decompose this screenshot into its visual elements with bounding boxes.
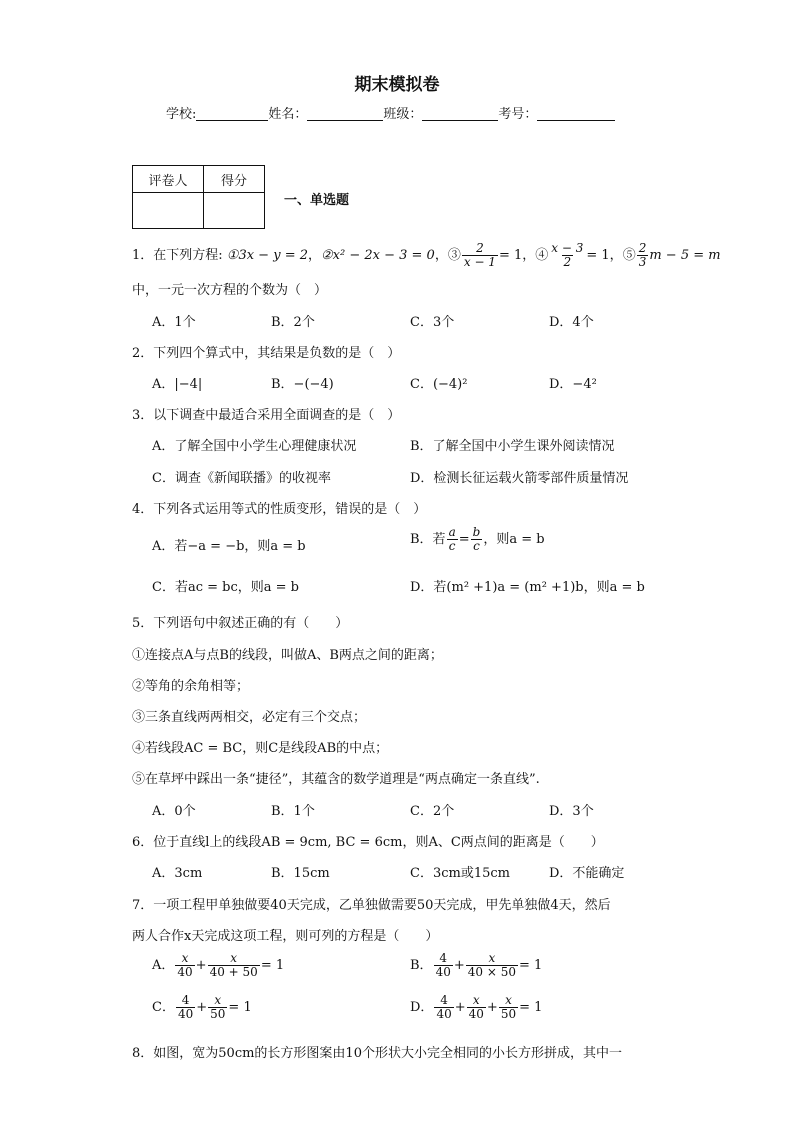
q4-stem: 4．下列各式运用等式的性质变形，错误的是（ ） bbox=[132, 502, 427, 517]
q7-d-plus2: + bbox=[486, 1000, 498, 1015]
q7-stem-line1: 7．一项工程甲单独做要40天完成，乙单独做需要50天完成，甲先单独做4天，然后 bbox=[132, 898, 611, 913]
q5-item-1: ①连接点A与点B的线段，叫做A、B两点之间的距离； bbox=[132, 648, 443, 663]
q1-eq4-rhs: = 1 bbox=[586, 248, 610, 263]
q1-eq2: ②x² − 2x − 3 = 0 bbox=[321, 248, 435, 263]
q7-option-a[interactable] bbox=[152, 952, 284, 979]
q1-eq3-rhs: = 1 bbox=[498, 248, 523, 263]
student-info-line bbox=[166, 103, 615, 122]
q4-b-suffix: ，则a = b bbox=[483, 532, 545, 547]
q7-c-plus: + bbox=[196, 1000, 208, 1015]
q4-b-frac1: $\frac{a}{c}$ bbox=[448, 525, 456, 553]
section-title: 一、单选题 bbox=[284, 193, 350, 208]
q5-item-5: ⑤在草坪中踩出一条“捷径”，其蕴含的数学道理是“两点确定一条直线”. bbox=[132, 772, 540, 787]
q7-d-frac1: $\frac{4}{40}$ bbox=[436, 993, 452, 1021]
q7-c-rhs: = 1 bbox=[228, 1000, 252, 1015]
q7-a-rhs: = 1 bbox=[260, 958, 285, 973]
q7-a-label: A． bbox=[152, 958, 175, 973]
q7-d-rhs: = 1 bbox=[519, 1000, 543, 1015]
q6-option-b[interactable]: B．15cm bbox=[271, 866, 330, 881]
q7-a-frac2: $\frac{x}{40 + 50}$ bbox=[209, 951, 258, 979]
q7-d-label: D． bbox=[410, 1000, 434, 1015]
q5-item-2: ②等角的余角相等； bbox=[132, 679, 250, 694]
q5-stem: 5．下列语句中叙述正确的有（ ） bbox=[132, 616, 349, 631]
q7-option-d[interactable] bbox=[410, 994, 542, 1021]
q3-option-d[interactable]: D．检测长征运载火箭零部件质量情况 bbox=[410, 471, 629, 486]
q7-d-frac3: $\frac{x}{50}$ bbox=[500, 993, 517, 1021]
q1-eq5-label: ⑤ bbox=[622, 248, 636, 263]
q4-b-prefix: B．若 bbox=[410, 532, 446, 547]
q3-option-a[interactable]: A．了解全国中小学生心理健康状况 bbox=[152, 439, 357, 454]
q4-b-eq: = bbox=[458, 532, 470, 547]
q7-c-frac2: $\frac{x}{50}$ bbox=[210, 993, 226, 1021]
q1-eq4-label: ④ bbox=[535, 248, 549, 263]
q6-stem: 6．位于直线l上的线段AB = 9cm, BC = 6cm，则A、C两点间的距离是（ ） bbox=[132, 835, 604, 850]
q7-b-plus: + bbox=[453, 958, 465, 973]
q4-b-frac2: $\frac{b}{c}$ bbox=[472, 525, 481, 553]
q5-option-d[interactable]: D．3个 bbox=[549, 804, 594, 819]
q7-b-label: B． bbox=[410, 958, 433, 973]
q4-option-d[interactable]: D．若(m² +1)a = (m² +1)b，则a = b bbox=[410, 580, 645, 595]
q7-c-label: C． bbox=[152, 1000, 175, 1015]
q1-eq4-frac: $\frac{x - 3}{2}$ bbox=[551, 241, 584, 269]
q8-stem: 8．如图，宽为50cm的长方形图案由10个形状大小完全相同的小长方形拼成，其中一 bbox=[132, 1046, 622, 1061]
q7-a-frac1: $\frac{x}{40}$ bbox=[177, 951, 193, 979]
school-field[interactable] bbox=[196, 106, 268, 121]
q7-d-frac2: $\frac{x}{40}$ bbox=[468, 993, 484, 1021]
exam-no-field[interactable] bbox=[537, 106, 615, 121]
q3-stem: 3．以下调查中最适合采用全面调查的是（ ） bbox=[132, 408, 401, 423]
score-cell[interactable] bbox=[204, 193, 265, 229]
q2-option-b[interactable]: B．−(−4) bbox=[271, 377, 334, 392]
q5-option-b[interactable]: B．1个 bbox=[271, 804, 315, 819]
q2-option-c[interactable]: C．(−4)² bbox=[410, 377, 468, 392]
q7-d-plus1: + bbox=[454, 1000, 466, 1015]
q1-eq5-rhs: m − 5 = m bbox=[649, 248, 721, 263]
q6-option-a[interactable]: A．3cm bbox=[152, 866, 203, 881]
name-label: 姓名： bbox=[268, 107, 308, 122]
q4-option-c[interactable]: C．若ac = bc，则a = b bbox=[152, 580, 299, 595]
q1-option-a[interactable]: A．1个 bbox=[152, 315, 196, 330]
q1-option-d[interactable]: D．4个 bbox=[549, 315, 594, 330]
q6-option-d[interactable]: D．不能确定 bbox=[549, 866, 625, 881]
q7-b-rhs: = 1 bbox=[518, 958, 543, 973]
class-label: 班级： bbox=[383, 107, 423, 122]
q5-item-4: ④若线段AC = BC，则C是线段AB的中点； bbox=[132, 741, 389, 756]
q7-option-c[interactable] bbox=[152, 994, 252, 1021]
q1-option-c[interactable]: C．3个 bbox=[410, 315, 455, 330]
grader-header: 评卷人 bbox=[133, 166, 204, 193]
q2-option-a[interactable]: A．|−4| bbox=[152, 377, 203, 392]
name-field[interactable] bbox=[307, 106, 383, 121]
q2-stem: 2．下列四个算式中，其结果是负数的是（ ） bbox=[132, 346, 401, 361]
q1-eq1: ①3x − y = 2 bbox=[226, 248, 308, 263]
q1-eq5-frac: $\frac{2}{3}$ bbox=[638, 241, 647, 269]
grader-cell[interactable] bbox=[133, 193, 204, 229]
exam-no-label: 考号： bbox=[498, 107, 538, 122]
q1-stem: 1．在下列方程: ①3x − y = 2，②x² − 2x − 3 = 0，③ $\frac{2}{x - 1}$ = 1，④ $\frac{x - 3}{2}$ = 1，⑤ $\frac{2}{3}$ m − 5 = m bbox=[132, 241, 721, 269]
q1-prefix: 1．在下列方程: bbox=[132, 248, 227, 263]
q5-item-3: ③三条直线两两相交，必定有三个交点； bbox=[132, 710, 367, 725]
class-field[interactable] bbox=[422, 106, 498, 121]
exam-title: 期末模拟卷 bbox=[354, 75, 440, 95]
q7-b-frac2: $\frac{x}{40 \times 50}$ bbox=[467, 951, 516, 979]
q5-option-a[interactable]: A．0个 bbox=[152, 804, 196, 819]
q7-option-b[interactable] bbox=[410, 952, 542, 979]
q7-stem-line2: 两人合作x天完成这项工程，则可列的方程是（ ） bbox=[132, 929, 439, 944]
score-header: 得分 bbox=[204, 166, 265, 193]
q3-option-b[interactable]: B．了解全国中小学生课外阅读情况 bbox=[410, 439, 615, 454]
q3-option-c[interactable]: C．调查《新闻联播》的收视率 bbox=[152, 471, 331, 486]
q4-option-a[interactable]: A．若−a = −b，则a = b bbox=[152, 539, 306, 554]
q7-a-plus: + bbox=[195, 958, 207, 973]
school-label: 学校: bbox=[166, 107, 197, 122]
q7-b-frac1: $\frac{4}{40}$ bbox=[435, 951, 451, 979]
score-table bbox=[132, 165, 265, 229]
q1-option-b[interactable]: B．2个 bbox=[271, 315, 315, 330]
q2-option-d[interactable]: D．−4² bbox=[549, 377, 597, 392]
q1-eq3-label: ③ bbox=[447, 248, 461, 263]
q4-option-b[interactable] bbox=[410, 526, 545, 553]
q1-stem-line2: 中，一元一次方程的个数为（ ） bbox=[132, 283, 328, 298]
q6-option-c[interactable]: C．3cm或15cm bbox=[410, 866, 510, 881]
q5-option-c[interactable]: C．2个 bbox=[410, 804, 455, 819]
q1-eq3-frac: $\frac{2}{x - 1}$ bbox=[463, 241, 496, 269]
q7-c-frac1: $\frac{4}{40}$ bbox=[177, 993, 194, 1021]
